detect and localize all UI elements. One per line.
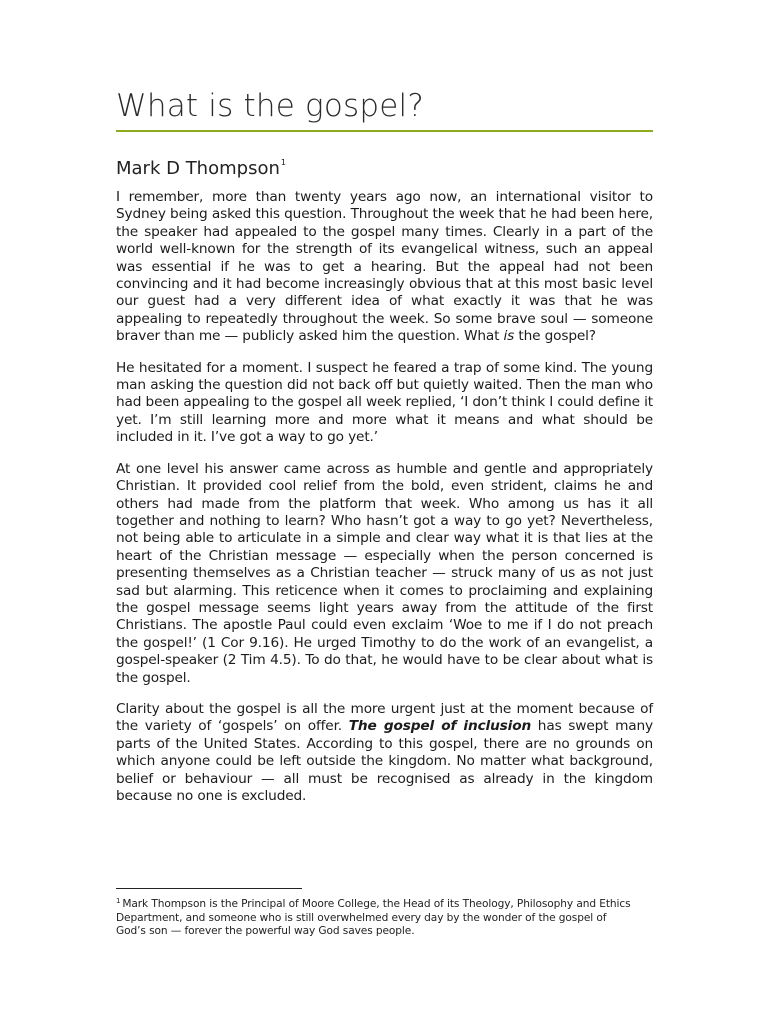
paragraph-3-text: At one level his answer came across as humble and gentle and appropriately Christian. It provided cool relief from the bold, even strident, claims he and others had made from the platform that week. Who among us has it all together and nothing to learn? Who hasn’t got a way to go yet? Nevertheless, not being able to articulate in a simple and clear way what it is that lies at the heart of the Christian message — especially when the person concerned is presenting themselves as a Christian teacher — struck many of us as not just sad but alarming. This reticence when it comes to proclaiming and explaining the gospel message seems light years away from the attitude of the first Christians. The apostle Paul could even exclaim ‘Woe to me if I do not preach the gospel!’ (1 Cor 9.16). He urged Timothy to do the work of an evangelist, a gospel-speaker (2 Tim 4.5). To do that, he would have to be clear about what is the gospel. xyxy=(116,460,653,686)
article-body xyxy=(116,189,653,819)
paragraph-4-text-b: has swept many parts of the United States. According to this gospel, there are no grounds on which anyone could be left outside the kingdom. No matter what background, belief or behaviour — all must be recognised as already in the kingdom because no one is excluded. xyxy=(116,718,653,804)
author-name: Mark D Thompson xyxy=(116,158,280,179)
paragraph-1-text-a: I remember, more than twenty years ago now, an international visitor to Sydney being asked this question. Throughout the week that he had been here, the speaker had appealed to the gospel many times. Clearly in a part of the world well-known for the strength of its evangelical witness, such an appeal was essential if he was to get a hearing. But the appeal had not been convincing and it had become increasingly obvious that at this most basic level our guest had a very different idea of what exactly it was that he was appealing to repeatedly throughout the week. So some brave soul — someone braver than me — publicly asked him the question. What xyxy=(116,189,653,345)
paragraph-2 xyxy=(116,360,653,447)
footnote-marker: 1 xyxy=(116,897,121,905)
author-footnote-marker[interactable]: 1 xyxy=(280,158,286,167)
paragraph-4 xyxy=(116,701,653,805)
footnote-separator xyxy=(116,888,302,889)
paragraph-1-text-b: the gospel? xyxy=(514,328,596,345)
title-underline xyxy=(116,130,653,132)
paragraph-4-bold-italic-term: The gospel of inclusion xyxy=(348,718,532,735)
footnote-text: Mark Thompson is the Principal of Moore College, the Head of its Theology, Philosophy and Ethics Department, and someone who is still overwhelmed every day by the wonder of the gospel of God’s son — forever the powerful way God saves people. xyxy=(116,898,631,937)
paragraph-1-emphasis: is xyxy=(503,328,515,345)
paragraph-1 xyxy=(116,189,653,346)
author-line xyxy=(116,151,286,181)
paragraph-4-text-a: Clarity about the gospel is all the more urgent just at the moment because of the variety of ‘gospels’ on offer. xyxy=(116,700,653,735)
footnote xyxy=(116,895,636,939)
paragraph-2-text: He hesitated for a moment. I suspect he feared a trap of some kind. The young man asking the question did not back off but quietly waited. Then the man who had been appealing to the gospel all week replied, ‘I don’t think I could define it yet. I’m still learning more and more what it means and what should be included in it. I’ve got a way to go yet.’ xyxy=(116,359,653,446)
page-title: What is the gospel? xyxy=(116,88,424,124)
paragraph-3 xyxy=(116,461,653,687)
